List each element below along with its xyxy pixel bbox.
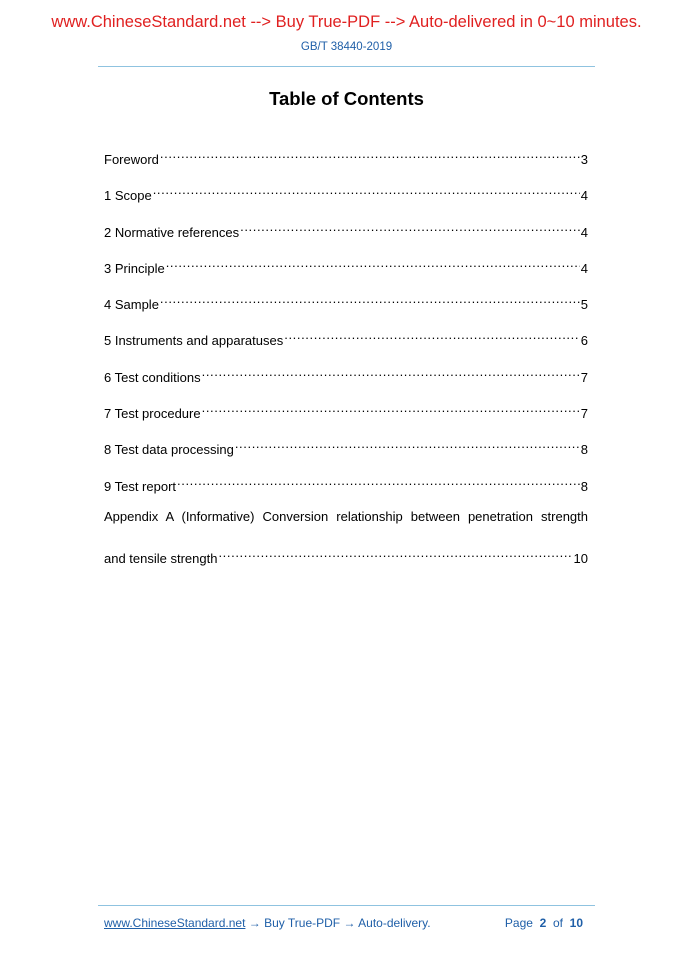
footer-divider [98, 905, 595, 906]
toc-entry-normative-references[interactable] [104, 217, 588, 253]
toc-entry-label: Appendix A (Informative) Conversion relationship between penetration strength [104, 508, 588, 524]
toc-entry-label: 7 Test procedure [104, 406, 201, 422]
toc-entry-page: 8 [580, 478, 588, 494]
page-title: Table of Contents [269, 88, 424, 109]
toc-entry-scope[interactable] [104, 180, 588, 216]
dot-leader [202, 362, 580, 382]
table-of-contents [104, 144, 588, 580]
toc-entry-foreword[interactable] [104, 144, 588, 180]
promo-banner[interactable]: www.ChineseStandard.net --> Buy True-PDF --> Auto-delivered in 0~10 minutes. [51, 13, 642, 31]
toc-entry-page: 7 [580, 369, 588, 385]
dot-leader [153, 180, 580, 200]
toc-entry-appendix-a[interactable] [104, 507, 588, 543]
toc-entry-test-conditions[interactable] [104, 362, 588, 398]
dot-leader [160, 289, 580, 309]
toc-entry-test-procedure[interactable] [104, 398, 588, 434]
toc-entry-label: 9 Test report [104, 478, 177, 494]
dot-leader [235, 434, 580, 454]
toc-entry-page: 4 [580, 224, 588, 240]
current-page: 2 [539, 916, 547, 930]
toc-entry-label: 4 Sample [104, 297, 159, 313]
page-word: Page [504, 916, 533, 930]
toc-entry-sample[interactable] [104, 289, 588, 325]
dot-leader [218, 543, 572, 563]
dot-leader [177, 471, 580, 491]
toc-entry-test-report[interactable] [104, 471, 588, 507]
toc-entry-label: Foreword [104, 152, 159, 167]
arrow-icon: → [245, 916, 265, 930]
toc-entry-page: 8 [580, 442, 588, 458]
toc-entry-principle[interactable] [104, 253, 588, 289]
toc-entry-label: 2 Normative references [104, 224, 240, 240]
footer-buy-link[interactable]: Buy True-PDF [264, 916, 341, 930]
toc-entry-appendix-a-continued[interactable] [104, 543, 588, 579]
toc-entry-instruments[interactable] [104, 325, 588, 361]
footer-site-link[interactable]: www.ChineseStandard.net [104, 916, 246, 930]
page-footer [104, 916, 588, 930]
total-pages: 10 [569, 916, 583, 930]
arrow-icon: → [340, 916, 359, 930]
toc-entry-page: 10 [573, 551, 588, 567]
toc-entry-page: 5 [580, 297, 588, 313]
toc-entry-label: and tensile strength [104, 551, 218, 567]
toc-entry-label: 6 Test conditions [104, 369, 201, 385]
dot-leader [202, 398, 580, 418]
toc-entry-page: 6 [580, 333, 588, 349]
toc-entry-label: 8 Test data processing [104, 442, 234, 458]
page-number [505, 916, 583, 930]
dot-leader [284, 325, 580, 345]
toc-entry-label: 3 Principle [104, 260, 165, 276]
toc-entry-data-processing[interactable] [104, 434, 588, 470]
toc-entry-label: 1 Scope [104, 188, 152, 204]
toc-entry-page: 3 [580, 152, 588, 167]
header-divider [98, 66, 595, 67]
toc-entry-label: 5 Instruments and apparatuses [104, 333, 284, 349]
toc-entry-page: 4 [580, 260, 588, 276]
footer-delivery-text: Auto-delivery. [358, 916, 431, 930]
of-word: of [552, 916, 563, 930]
toc-entry-page: 4 [580, 188, 588, 204]
toc-entry-page: 7 [580, 406, 588, 422]
document-code: GB/T 38440-2019 [300, 41, 393, 53]
dot-leader [240, 217, 580, 237]
dot-leader [166, 253, 580, 273]
dot-leader [160, 144, 580, 164]
